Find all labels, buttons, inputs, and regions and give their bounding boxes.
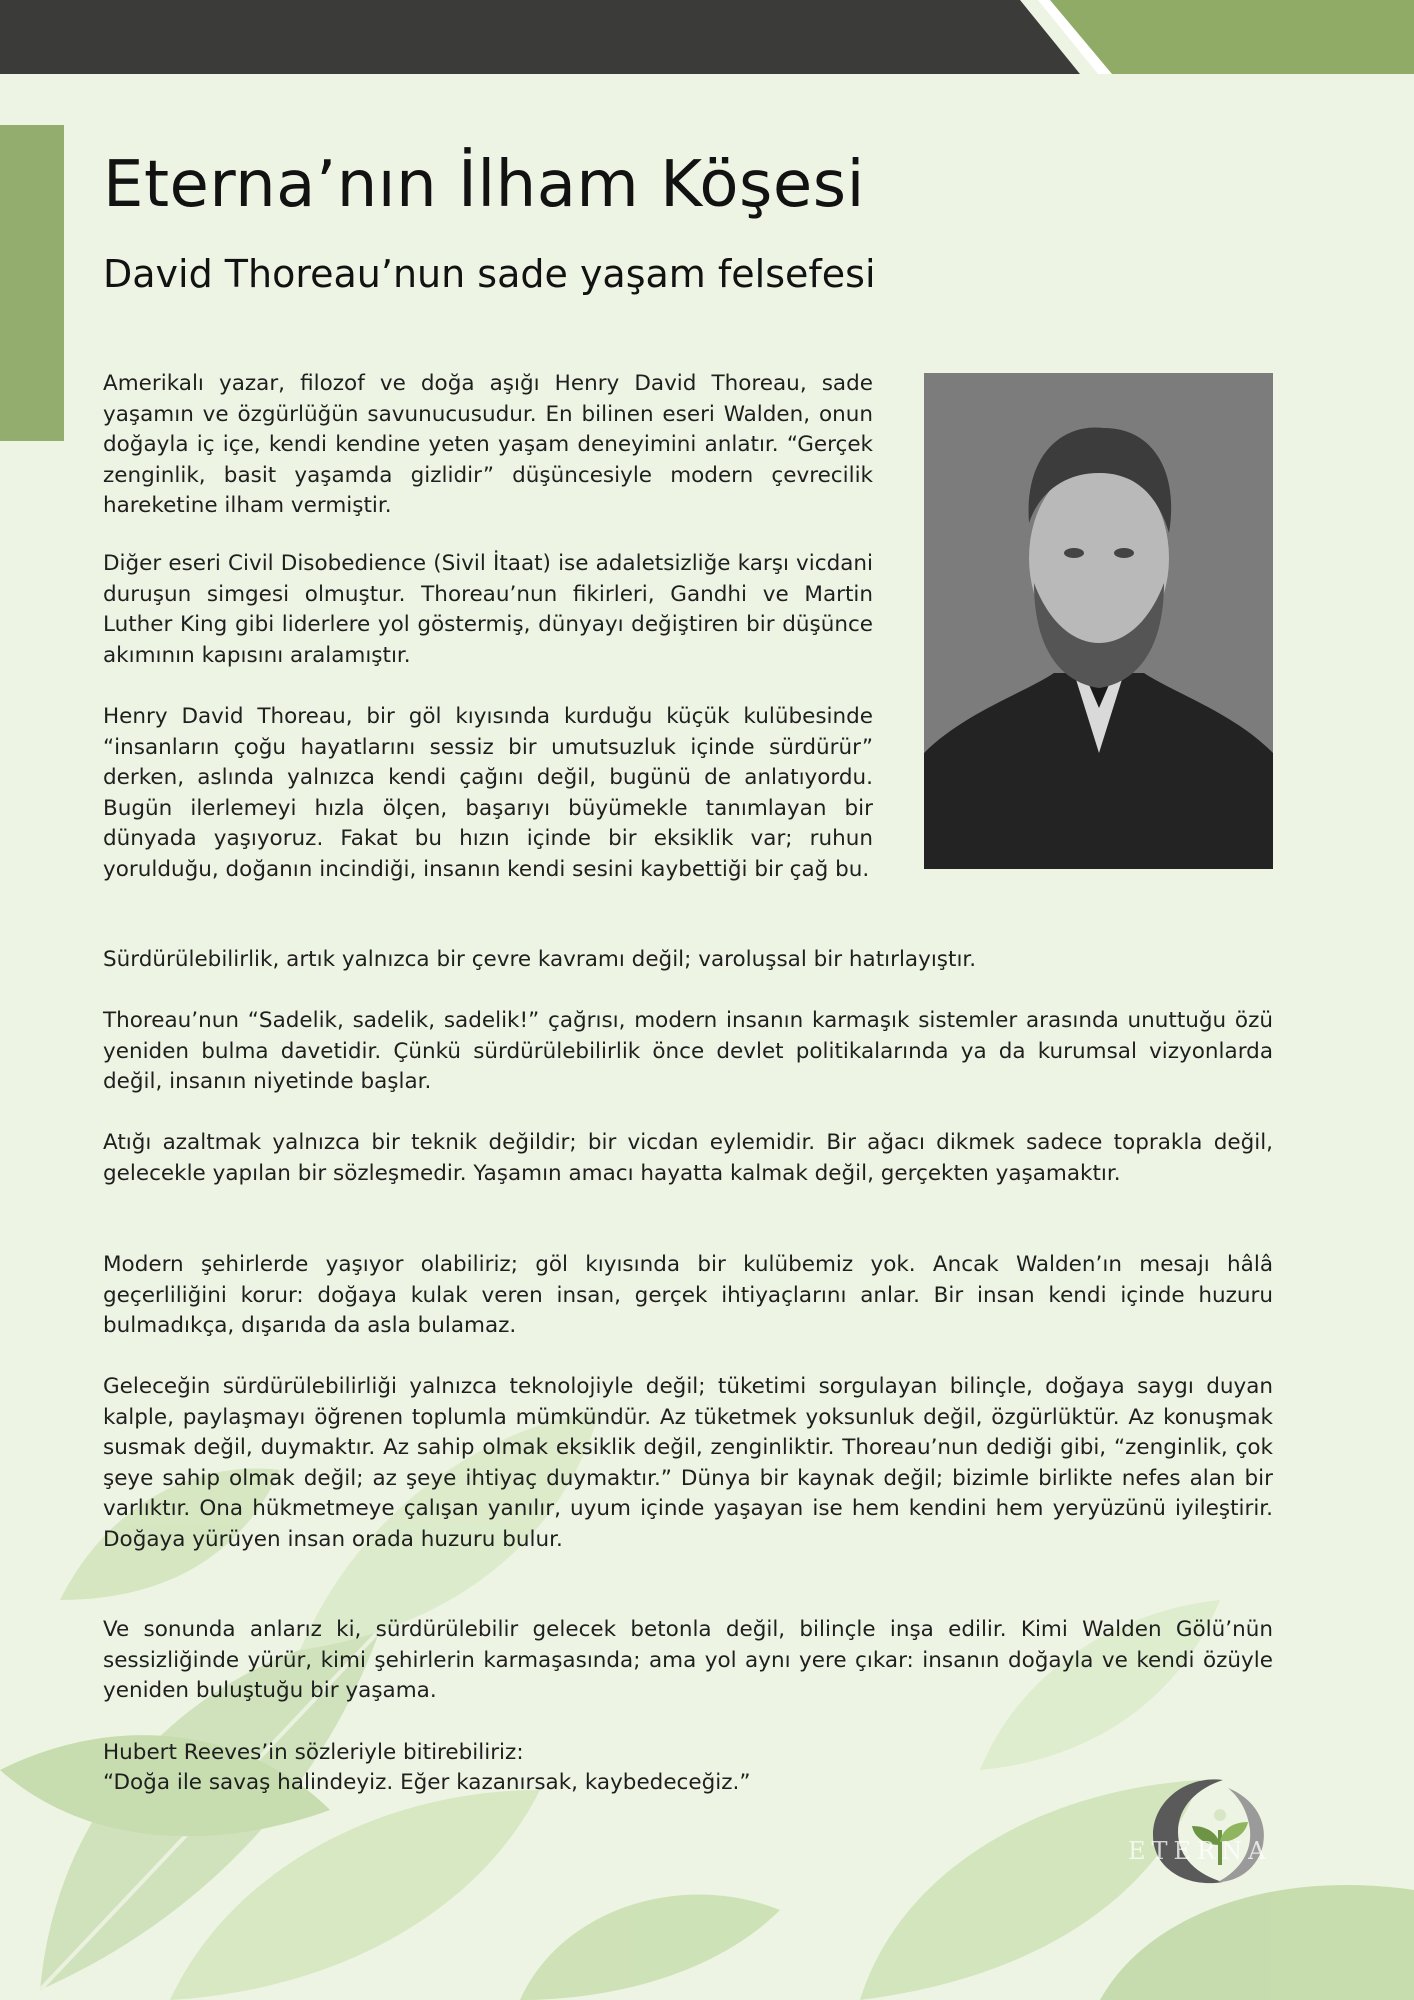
paragraph-sustainability: Sürdürülebilirlik, artık yalnızca bir çevre kavramı değil; varoluşsal bir hatırlayıştır. xyxy=(103,947,977,972)
paragraph-simplicity: Thoreau’nun “Sadelik, sadelik, sadelik!” çağrısı, modern insanın karmaşık sistemler arasında unuttuğu özü yeniden bulma davetidir. Çünkü sürdürülebilirlik önce devlet politikalarında ya da kurumsal vizyonlarda değil, insanın niyetinde başlar. xyxy=(103,1008,1273,1094)
paragraph-intro: Amerikalı yazar, filozof ve doğa aşığı Henry David Thoreau, sade yaşamın ve özgürlüğün savunucusudur. En bilinen eseri Walden, onun doğayla iç içe, kendi kendine yeten yaşam deneyimini anlatır. “Gerçek zenginlik, basit yaşamda gizlidir” düşüncesiyle modern çevrecilik hareketine ilham vermiştir. xyxy=(103,371,873,518)
portrait-photo xyxy=(924,373,1273,869)
page-title: Eterna’nın İlham Köşesi xyxy=(103,148,865,222)
logo-wordmark: ETERNA xyxy=(1128,1837,1272,1865)
paragraph-walden-cabin: Henry David Thoreau, bir göl kıyısında kurduğu küçük kulübesinde “insanların çoğu hayatlarını sessiz bir umutsuzluk içinde sürdürür” derken, aslında yalnızca kendi çağını değil, bugünü de anlatıyordu. Bugün ilerlemeyi hızla ölçen, başarıyı büyümekle tanımlayan bir dünyada yaşıyoruz. Fakat bu hızın içinde bir eksiklik var; ruhun yorulduğu, doğanın incindiği, insanın kendi sesini kaybettiği bir çağ bu. xyxy=(103,704,873,882)
page-subtitle: David Thoreau’nun sade yaşam felsefesi xyxy=(103,252,876,296)
paragraph-future: Geleceğin sürdürülebilirliği yalnızca teknolojiyle değil; tüketimi sorgulayan bilinçle, doğaya saygı duyan kalple, paylaşmayı öğrenen toplumla mümkündür. Az tüketmek yoksunluk değil, özgürlüktür. Az konuşmak susmak değil, duymaktır. Az sahip olmak eksiklik değil, zenginliktir. Thoreau’nun dediği gibi, “zenginlik, çok şeye sahip olmak değil; az şeye ihtiyaç duymaktır.” Dünya bir kaynak değil; bizimle birlikte nefes alan bir varlıktır. Ona hükmetmeye çalışan yanılır, uyum içinde yaşayan ise hem kendini hem yeryüzünü iyileştirir. Doğaya yürüyen insan orada huzuru bulur. xyxy=(103,1374,1273,1552)
closing-quote: “Doğa ile savaş halindeyiz. Eğer kazanırsak, kaybedeceğiz.” xyxy=(103,1770,751,1795)
side-accent-bar xyxy=(0,125,64,441)
paragraph-conclusion: Ve sonunda anlarız ki, sürdürülebilir gelecek betonla değil, bilinçle inşa edilir. Kimi Walden Gölü’nün sessizliğinde yürür, kimi şehirlerin karmaşasında; ama yol aynı yere çıkar: insanın doğayla ve kendi özüyle yeniden buluştuğu bir yaşama. xyxy=(103,1617,1273,1703)
paragraph-waste: Atığı azaltmak yalnızca bir teknik değildir; bir vicdan eylemidir. Bir ağacı dikmek sadece toprakla değil, gelecekle yapılan bir sözleşmedir. Yaşamın amacı hayatta kalmak değil, gerçekten yaşamaktır. xyxy=(103,1130,1273,1186)
paragraph-modern-cities: Modern şehirlerde yaşıyor olabiliriz; göl kıyısında bir kulübemiz yok. Ancak Walden’ın mesajı hâlâ geçerliliğini korur: doğaya kulak veren insan, gerçek ihtiyaçlarını anlar. Bir insan kendi içinde huzuru bulmadıkça, dışarıda da asla bulamaz. xyxy=(103,1252,1273,1338)
eterna-leaf-logo-icon xyxy=(1128,1770,1278,1890)
portrait-photo-icon xyxy=(924,373,1273,869)
top-decorative-bar xyxy=(0,0,1414,74)
paragraph-civil-disobedience: Diğer eseri Civil Disobedience (Sivil İtaat) ise adaletsizliğe karşı vicdani duruşun simgesi olmuştur. Thoreau’nun fikirleri, Gandhi ve Martin Luther King gibi liderlere yol göstermiş, dünyayı değiştiren bir düşünce akımının kapısını aralamıştır. xyxy=(103,551,873,668)
closing-intro: Hubert Reeves’in sözleriyle bitirebiliriz: xyxy=(103,1740,524,1765)
